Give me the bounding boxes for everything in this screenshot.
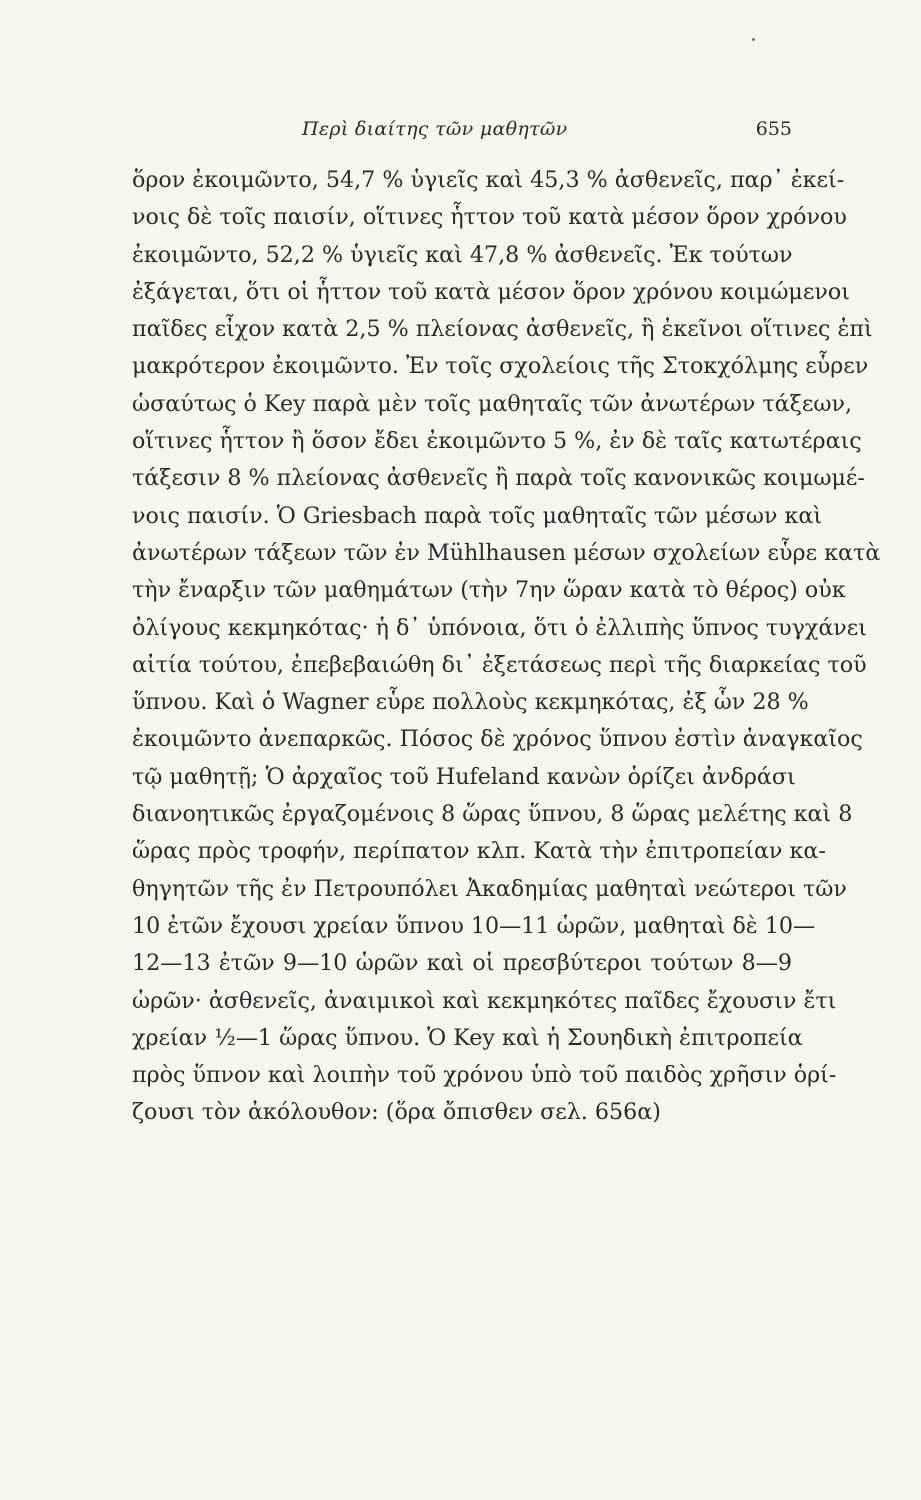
text-line: μακρότερον ἐκοιμῶντο. Ἐν τοῖς σχολείοις τῆς Στοκχόλμης εὗρεν <box>132 353 869 380</box>
text-line: παῖδες εἶχον κατὰ 2,5 % πλείονας ἀσθενεῖς, ἢ ἐκεῖνοι οἵτινες ἐπὶ <box>132 316 873 343</box>
text-line: θηγητῶν τῆς ἐν Πετρουπόλει Ἀκαδημίας μαθηταὶ νεώτεροι τῶν <box>132 875 847 902</box>
text-line: ὡρῶν· ἀσθενεῖς, ἀναιμικοὶ καὶ κεκμηκότες παῖδες ἔχουσιν ἔτι <box>132 987 837 1014</box>
text-line: 10 ἐτῶν ἔχουσι χρείαν ὕπνου 10—11 ὡρῶν, μαθηταὶ δὲ 10— <box>132 912 816 939</box>
text-line: αἰτία τούτου, ἐπεβεβαιώθη δι᾽ ἐξετάσεως περὶ τῆς διαρκείας τοῦ <box>132 651 867 678</box>
running-title: Περὶ διαίτης τῶν μαθητῶν <box>302 118 568 140</box>
ink-speck <box>752 38 755 41</box>
text-line: ὅρον ἐκοιμῶντο, 54,7 % ὑγιεῖς καὶ 45,3 % ἀσθενεῖς, παρ᾽ ἐκεί- <box>132 167 845 193</box>
text-line: χρείαν ½—1 ὥρας ὕπνου. Ὁ Key καὶ ἡ Σουηδικὴ ἐπιτροπεία <box>132 1024 803 1051</box>
text-line: οἵτινες ἧττον ἢ ὅσον ἔδει ἐκοιμῶντο 5 %, ἐν δὲ ταῖς κατωτέραις <box>132 428 862 455</box>
text-line: νοις δὲ τοῖς παισίν, οἵτινες ἧττον τοῦ κατὰ μέσον ὅρον χρόνου <box>132 204 847 231</box>
text-line: ἐκοιμῶντο, 52,2 % ὑγιεῖς καὶ 47,8 % ἀσθενεῖς. Ἐκ τούτων <box>132 241 793 268</box>
text-line: ὀλίγους κεκμηκότας· ἡ δ᾽ ὑπόνοια, ὅτι ὁ ἐλλιπὴς ὕπνος τυγχάνει <box>132 614 867 641</box>
text-line: διανοητικῶς ἐργαζομένοις 8 ὥρας ὕπνου, 8 ὥρας μελέτης καὶ 8 <box>132 801 853 828</box>
body-text <box>132 162 881 1132</box>
text-line: τῷ μαθητῇ; Ὁ ἀρχαῖος τοῦ Hufeland κανὼν ὁρίζει ἀνδράσι <box>132 763 796 790</box>
text-line: ἐξάγεται, ὅτι οἱ ἧττον τοῦ κατὰ μέσον ὅρον χρόνου κοιμώμενοι <box>132 278 850 305</box>
text-line: νοις παισίν. Ὁ Griesbach παρὰ τοῖς μαθηταῖς τῶν μέσων καὶ <box>132 502 823 529</box>
text-line: ὕπνου. Καὶ ὁ Wagner εὗρε πολλοὺς κεκμηκότας, ἐξ ὧν 28 % <box>132 689 809 716</box>
text-line: ὡσαύτως ὁ Key παρὰ μὲν τοῖς μαθηταῖς τῶν ἀνωτέρων τάξεων, <box>132 390 852 417</box>
page-header <box>132 118 792 154</box>
text-line: ἀνωτέρων τάξεων τῶν ἐν Mühlhausen μέσων σχολείων εὗρε κατὰ <box>132 539 881 566</box>
text-line: τὴν ἔναρξιν τῶν μαθημάτων (τὴν 7ην ὥραν κατὰ τὸ θέρος) οὐκ <box>132 577 846 604</box>
text-line: τάξεσιν 8 % πλείονας ἀσθενεῖς ἢ παρὰ τοῖς κανονικῶς κοιμωμέ- <box>132 465 865 492</box>
text-line: πρὸς ὕπνον καὶ λοιπὴν τοῦ χρόνου ὑπὸ τοῦ παιδὸς χρῆσιν ὁρί- <box>132 1062 837 1089</box>
text-line: ζουσι τὸν ἀκόλουθον: (ὅρα ὄπισθεν σελ. 656α) <box>132 1099 661 1126</box>
page-number: 655 <box>755 118 792 140</box>
text-line: ἐκοιμῶντο ἀνεπαρκῶς. Πόσος δὲ χρόνος ὕπνου ἐστὶν ἀναγκαῖος <box>132 726 863 753</box>
text-line: 12—13 ἐτῶν 9—10 ὡρῶν καὶ οἱ πρεσβύτεροι τούτων 8—9 <box>132 950 792 977</box>
text-line: ὥρας πρὸς τροφήν, περίπατον κλπ. Κατὰ τὴν ἐπιτροπείαν κα- <box>132 838 826 865</box>
